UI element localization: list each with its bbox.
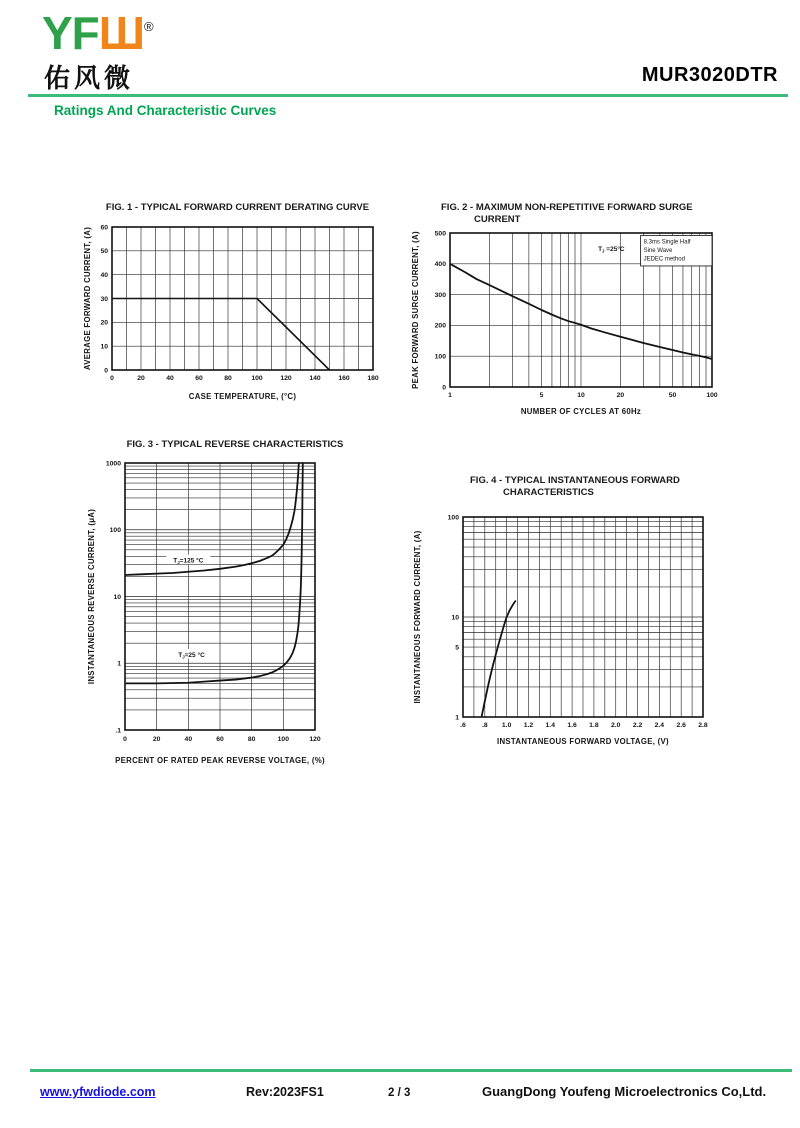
svg-text:50: 50 (668, 392, 677, 399)
svg-text:1.8: 1.8 (589, 722, 599, 729)
svg-text:PERCENT OF RATED PEAK REVERSE: PERCENT OF RATED PEAK REVERSE VOLTAGE, (%) (115, 756, 325, 765)
svg-text:NUMBER OF CYCLES AT 60Hz: NUMBER OF CYCLES AT 60Hz (520, 407, 642, 416)
svg-text:.6: .6 (460, 722, 466, 729)
footer-divider (30, 1069, 792, 1072)
svg-text:0: 0 (123, 736, 127, 743)
company-name: GuangDong Youfeng Microelectronics Co,Ltd. (482, 1084, 767, 1099)
svg-text:140: 140 (309, 375, 321, 382)
svg-text:60: 60 (216, 736, 224, 743)
svg-text:0: 0 (104, 367, 108, 375)
svg-text:80: 80 (224, 375, 232, 382)
svg-text:60: 60 (195, 375, 203, 382)
fig3-reverse-chart (78, 455, 388, 773)
svg-text:120: 120 (309, 736, 321, 743)
logo-chinese-text: 佑风微 (44, 63, 135, 93)
svg-text:100: 100 (251, 375, 263, 382)
svg-text:.8: .8 (481, 722, 488, 729)
svg-text:2.2: 2.2 (632, 722, 643, 729)
header-divider (28, 94, 788, 97)
svg-text:100: 100 (434, 353, 446, 361)
svg-text:100: 100 (706, 392, 718, 399)
svg-text:200: 200 (434, 322, 446, 330)
fig4-forward-chart (408, 505, 738, 755)
svg-text:1.0: 1.0 (501, 722, 512, 729)
svg-text:JEDEC method: JEDEC method (643, 256, 685, 263)
svg-text:50: 50 (100, 248, 108, 256)
page-number: 2 / 3 (388, 1087, 411, 1099)
svg-text:TJ =25°C: $T_J =25^\circ C$ (598, 245, 625, 254)
fig2-title: FIG. 2 - MAXIMUM NON-REPETITIVE FORWARD SURGE CURRENT (441, 202, 693, 225)
svg-text:80: 80 (247, 736, 256, 743)
svg-text:2.8: 2.8 (698, 722, 708, 729)
svg-text:100: 100 (109, 527, 121, 535)
svg-text:AVERAGE FORWARD CURRENT, (A): AVERAGE FORWARD CURRENT, (A) (83, 226, 92, 371)
svg-text:PEAK FORWARD SURGE CURRENT, (A: PEAK FORWARD SURGE CURRENT, (A) (411, 231, 420, 389)
website-link[interactable]: www.yfwdiode.com (40, 1085, 156, 1099)
svg-text:20: 20 (616, 392, 625, 399)
svg-text:180: 180 (367, 375, 379, 382)
svg-text:60: 60 (100, 224, 108, 232)
svg-text:10: 10 (100, 343, 108, 351)
svg-text:8.3ms Single Half: 8.3ms Single Half (643, 239, 691, 246)
svg-text:1.4: 1.4 (545, 722, 555, 729)
svg-text:20: 20 (100, 319, 108, 327)
svg-text:100: 100 (277, 736, 290, 743)
svg-text:2.0: 2.0 (611, 722, 621, 729)
company-logo (42, 7, 154, 59)
svg-text:1: 1 (117, 660, 121, 668)
svg-text:1000: 1000 (105, 460, 121, 468)
svg-text:400: 400 (434, 261, 446, 269)
logo-yf-text: YF (42, 7, 99, 59)
svg-text:0: 0 (110, 375, 114, 382)
svg-text:500: 500 (434, 230, 446, 238)
svg-text:2.4: 2.4 (654, 722, 665, 729)
fig1-derating-chart (40, 220, 390, 412)
svg-text:120: 120 (280, 375, 292, 382)
svg-text:TJ=125 °C: $T_J=125$ °C (173, 557, 204, 565)
svg-text:10: 10 (577, 392, 585, 399)
svg-text:.1: .1 (115, 727, 121, 735)
svg-text:1: 1 (448, 392, 452, 399)
svg-text:INSTANTANEOUS FORWARD CURRENT,: INSTANTANEOUS FORWARD CURRENT, (A) (413, 530, 422, 704)
fig4-title: FIG. 4 - TYPICAL INSTANTANEOUS FORWARD CHARACTERISTICS (470, 475, 680, 498)
fig1-title: FIG. 1 - TYPICAL FORWARD CURRENT DERATING CURVE (105, 202, 370, 213)
svg-text:100: 100 (447, 514, 459, 522)
part-number: MUR3020DTR (641, 64, 778, 86)
svg-text:1.2: 1.2 (523, 722, 534, 729)
svg-text:INSTANTANEOUS FORWARD VOLTAGE,: INSTANTANEOUS FORWARD VOLTAGE, (V) (497, 737, 669, 746)
svg-text:2.6: 2.6 (676, 722, 686, 729)
svg-text:CASE TEMPERATURE, (°C): CASE TEMPERATURE, (°C) (188, 392, 297, 401)
svg-text:40: 40 (184, 736, 193, 743)
logo-w-glyph: Ш (98, 7, 145, 59)
svg-text:20: 20 (137, 375, 145, 382)
svg-text:5: 5 (455, 644, 459, 652)
svg-text:1: 1 (455, 714, 459, 722)
svg-text:5: 5 (539, 392, 544, 399)
svg-text:Sine Wave: Sine Wave (643, 247, 673, 254)
fig3-title: FIG. 3 - TYPICAL REVERSE CHARACTERISTICS (126, 439, 344, 450)
svg-text:10: 10 (113, 593, 121, 601)
svg-text:30: 30 (100, 295, 108, 303)
svg-text:10: 10 (451, 614, 459, 622)
svg-text:160: 160 (338, 375, 350, 382)
svg-text:TJ=25 °C: $T_J=25$ °C (178, 651, 205, 660)
svg-text:20: 20 (152, 736, 161, 743)
svg-text:40: 40 (100, 271, 108, 279)
svg-text:1.6: 1.6 (567, 722, 577, 729)
fig2-surge-chart (408, 225, 738, 425)
svg-text:300: 300 (434, 291, 446, 299)
svg-text:40: 40 (166, 375, 174, 382)
registered-trademark-icon: ® (144, 19, 154, 34)
svg-text:INSTANTANEOUS REVERSE CURRENT,: INSTANTANEOUS REVERSE CURRENT, (μA) (87, 508, 96, 685)
section-title: Ratings And Characteristic Curves (54, 103, 277, 118)
svg-text:0: 0 (442, 384, 446, 392)
revision-label: Rev:2023FS1 (246, 1085, 324, 1099)
